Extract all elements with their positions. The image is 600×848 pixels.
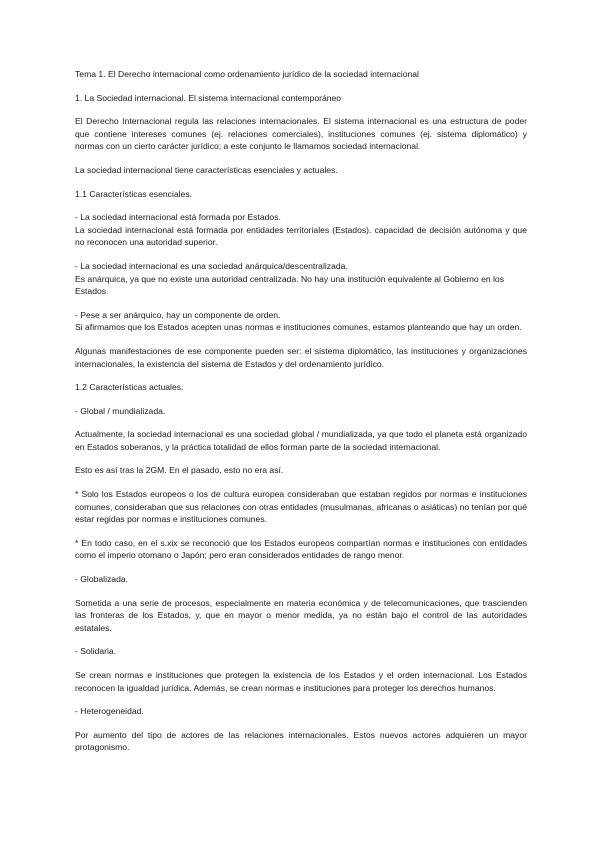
item-heterogeneidad-text: Por aumento del tipo de actores de las relaciones internacionales. Estos nuevos actores adquieren un mayor protagonismo. (75, 729, 527, 753)
item-solidaria-heading: - Solidaria. (75, 646, 117, 657)
item-orden-heading: - Pese a ser anárquico, hay un componente de orden. (75, 309, 281, 320)
item-anarquica-heading: - La sociedad internacional es una sociedad anárquica/descentralizada. (75, 260, 348, 271)
item-global-heading: - Global / mundializada. (75, 405, 166, 416)
section-heading-1: 1. La Sociedad internacional. El sistema internacional contemporáneo (75, 92, 342, 103)
item-globalizada-text: Sometida a una serie de procesos, especialmente en materia económica y de telecomunicaciones, que trascienden las fronteras de los Estados, y, que en mayor o menor medida, ya no están bajo el control de las autoridades estatales. (75, 597, 527, 633)
item-heterogeneidad-heading: - Heterogeneidad. (75, 706, 144, 717)
item-orden-text: Si afirmamos que los Estados acepten unas normas e instituciones comunes, estamos planteando que hay un orden. (75, 322, 522, 333)
section-heading-1-1: 1.1 Características esenciales. (75, 188, 193, 199)
intro-paragraph: El Derecho Internacional regula las relaciones internacionales. El sistema internacional es una estructura de poder que contiene intereses comunes (ej. relaciones comerciales), instituciones comunes (ej. sistema diplomático) y normas con un cierto carácter jurídico; a este conjunto le llamamos sociedad internacional. (75, 116, 527, 152)
item-anarquica-text: Es anárquica, ya que no existe una autoridad centralizada. No hay una institución equivalente al Gobierno en los Estados. (75, 273, 505, 297)
item-solidaria-text: Se crean normas e instituciones que protegen la existencia de los Estados y el orden internacional. Los Estados reconocen la igualdad jurídica. Además, se crean normas e instituciones para proteger los derechos humanos. (75, 670, 527, 693)
item-estados-text: La sociedad internacional está formada por entidades territoriales (Estados). capacidad de decisión autónoma y que no reconocen una autoridad superior. (75, 224, 527, 248)
item-globalizada-heading: - Globalizada. (75, 574, 129, 585)
document-page (75, 68, 527, 754)
bullet-xix: * En todo caso, en el s.xix se reconoció que los Estados europeos compartían normas e instituciones con entidades como el imperio otomano o Japón; pero eran considerados entidades de rango menor. (75, 537, 527, 561)
item-estados-heading: - La sociedad internacional está formada por Estados. (75, 212, 281, 223)
item-global-note: Esto es así tras la 2GM. En el pasado, esto no era así. (75, 465, 284, 476)
intro-paragraph-2: La sociedad internacional tiene características esenciales y actuales. (75, 164, 338, 175)
bullet-europeos: * Solo los Estados europeos o los de cultura europea consideraban que estaban regidos por normas e instituciones comunes, consideraban que sus relaciones con otras entidades (musulmanas, africanas o asiáticas) no tenían por qué estar regidas por normas e instituciones comunes. (75, 489, 527, 525)
section-heading-1-2: 1.2 Características actuales. (75, 382, 184, 393)
item-global-text: Actualmente, la sociedad internacional es una sociedad global / mundializada, ya que todo el planeta está organizado en Estados soberanos, y la práctica totalidad de ellos forman parte de la sociedad internacional. (75, 429, 527, 452)
document-title: Tema 1. El Derecho internacional como ordenamiento jurídico de la sociedad internacional (75, 69, 419, 79)
manifestaciones-paragraph: Algunas manifestaciones de ese componente pueden ser: el sistema diplomático, las instituciones y organizaciones internacionales, la existencia del sistema de Estados y del ordenamiento jurídico. (75, 345, 527, 369)
